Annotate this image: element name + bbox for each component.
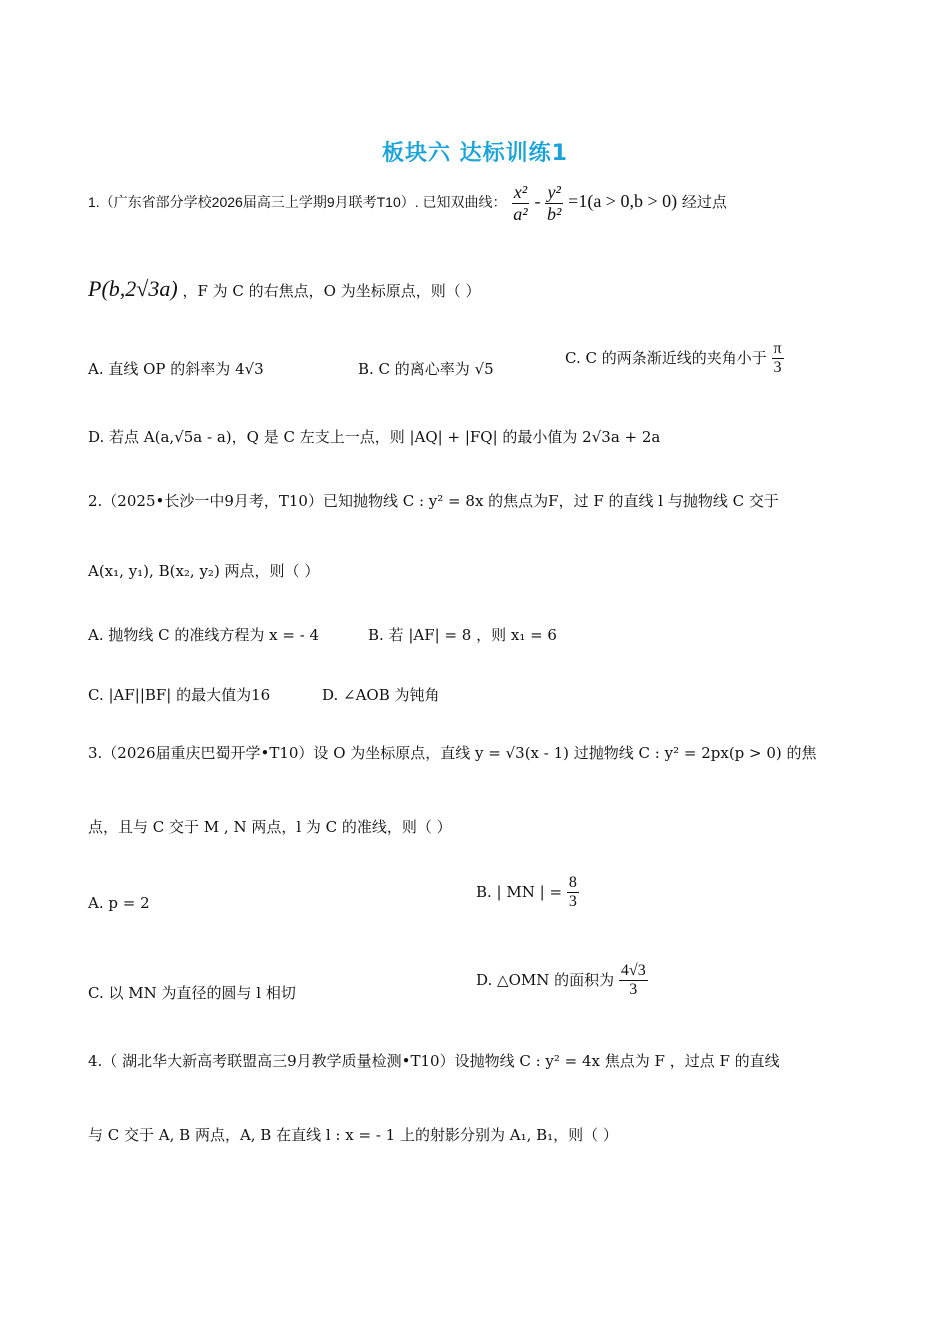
q3-stem-line1: 3.（2026届重庆巴蜀开学•T10）设 O 为坐标原点，直线 y = √3(x - 1) 过抛物线 C : y² = 2px(p > 0) 的焦 [88,744,817,762]
q1-suffix: 经过点 [681,193,727,212]
q4-stem-line1: 4.（ 湖北华大新高考联盟高三9月教学质量检测•T10）设抛物线 C : y² = 4x 焦点为 F ，过点 F 的直线 [88,1052,780,1070]
q1-stem-line2 [88,276,480,302]
q1-option-b: B. C 的离心率为 √5 [358,360,494,378]
q1-eq-rest: =1(a > 0,b > 0) [568,191,678,212]
q2-option-a: A. 抛物线 C 的准线方程为 x = - 4 [88,626,320,644]
q3-stem-line2: 点，且与 C 交于 M , N 两点，l 为 C 的准线，则（ ） [88,818,452,836]
page-title: 板块六 达标训练1 [382,141,568,166]
q1-stem-text: ，F 为 C 的右焦点，O 为坐标原点，则（ ） [182,282,481,300]
q1-point-p: P(b,2√3a) [88,276,178,301]
q1-option-c-frac: $\frac{\pi}{3}$ [773,340,782,377]
q2-stem-line1: 2.（2025•长沙一中9月考，T10）已知抛物线 C : y² = 8x 的焦点为F，过 F 的直线 l 与抛物线 C 交于 [88,492,779,510]
q1-prefix: 1.（广东省部分学校2026届高三上学期9月联考T10）. 已知双曲线： [88,194,507,211]
q1-frac-x: $\frac{\text{x²}}{\text{a²}}$ [513,182,528,224]
q3-option-c: C. 以 MN 为直径的圆与 l 相切 [88,984,296,1002]
q3-option-b [476,874,579,912]
q1-minus: - [534,191,545,212]
q4-stem-line2: 与 C 交于 A, B 两点，A, B 在直线 l : x = - 1 上的射影分别为 A₁, B₁，则（ ） [88,1126,618,1144]
q1-stem-line1 [88,182,727,224]
q3-option-b-text: B. | MN | = [476,882,563,901]
q1-option-c-text: C. C 的两条渐近线的夹角小于 [565,348,767,367]
q1-option-c [565,340,784,378]
q2-option-d: D. ∠AOB 为钝角 [322,686,440,704]
q1-frac-y: $\frac{\text{y²}}{\text{b²}}$ [546,182,562,224]
q2-option-b: B. 若 |AF| = 8 ，则 x₁ = 6 [368,626,557,644]
q3-option-d-frac: $\frac{4√3}{3}$ [620,962,646,999]
q3-option-d [476,962,648,1000]
q2-option-c: C. |AF||BF| 的最大值为16 [88,686,271,704]
q1-option-d: D. 若点 A(a,√5a - a)，Q 是 C 左支上一点，则 |AQ| + |FQ| 的最小值为 2√3a + 2a [88,428,661,446]
q3-option-b-frac: $\frac{8}{3}$ [568,874,577,911]
q3-option-d-text: D. △OMN 的面积为 [476,970,615,989]
q1-option-a: A. 直线 OP 的斜率为 4√3 [88,360,264,378]
q3-option-a: A. p = 2 [88,894,150,912]
q2-stem-line2: A(x₁, y₁), B(x₂, y₂) 两点，则（ ） [88,562,320,580]
